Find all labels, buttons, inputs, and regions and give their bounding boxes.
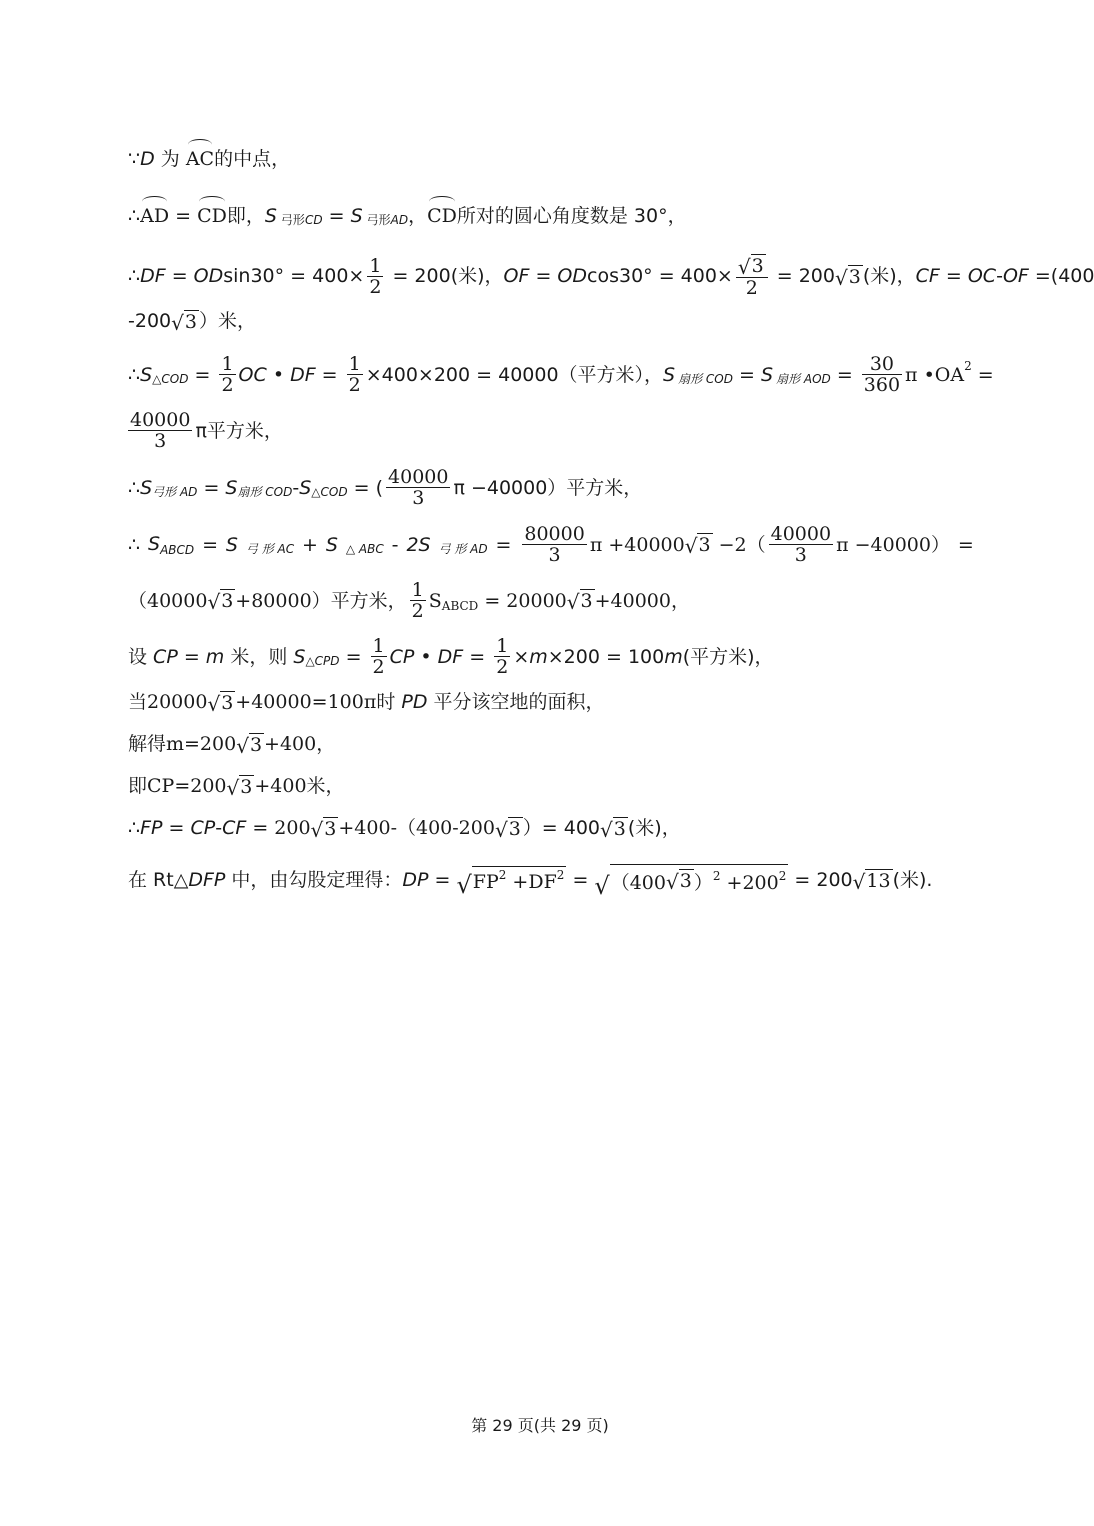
segment-label: PD xyxy=(401,691,428,713)
text-run: ， xyxy=(408,205,428,227)
segment-label: OD xyxy=(193,265,224,287)
text-run: = xyxy=(495,533,512,556)
text-run: - xyxy=(215,817,223,839)
therefore-symbol: ∴ xyxy=(128,363,141,386)
solution-line-8 xyxy=(128,524,974,565)
text-run: 在 Rt△ xyxy=(128,869,189,891)
text-run: +200 xyxy=(720,872,779,894)
numerator: 30 xyxy=(869,353,894,375)
therefore-symbol: ∴ xyxy=(128,265,141,287)
text-run: π −40000） xyxy=(836,533,950,556)
segment-label: DP xyxy=(402,869,429,891)
text-run: ）= 400 xyxy=(522,817,601,839)
text-run: (平方米)， xyxy=(682,645,774,668)
segment-label: DF xyxy=(290,363,316,386)
subscript: 弓形 AD xyxy=(152,484,198,499)
therefore-symbol: ∴ xyxy=(128,476,141,499)
denominator: 3 xyxy=(794,544,807,566)
text-run: +DF xyxy=(506,870,557,893)
exponent: 2 xyxy=(498,867,507,882)
area-symbol: 2S xyxy=(406,533,431,556)
radicand: 3 xyxy=(848,265,861,288)
text-run: （400 xyxy=(610,872,666,894)
text-run: 所对的圆心角度数是 30°， xyxy=(456,205,687,227)
denominator: 2 xyxy=(745,277,758,299)
radicand: 3 xyxy=(249,733,263,756)
radicand: 3 xyxy=(580,590,593,612)
fraction xyxy=(410,580,426,621)
numerator: 80000 xyxy=(524,523,585,545)
sqrt: √ 3 xyxy=(236,733,263,758)
fraction xyxy=(386,467,450,508)
solution-line-7 xyxy=(128,467,980,508)
subscript: △ ABC xyxy=(345,541,384,556)
text-run: • xyxy=(266,363,291,386)
text-run: 的中点， xyxy=(214,148,291,170)
text-run: +400-（400-200 xyxy=(338,817,495,839)
denominator: 3 xyxy=(412,487,425,509)
text-run: （40000 xyxy=(128,589,208,612)
text-run: × xyxy=(513,645,530,668)
sqrt: √ 3 xyxy=(600,817,626,842)
solution-line-5 xyxy=(128,353,994,396)
radicand: 3 xyxy=(240,775,253,798)
text-run: = xyxy=(463,645,492,668)
sqrt: √ （400 √ 3 ）$^2 +200^2$ xyxy=(594,864,788,896)
therefore-symbol: ∴ xyxy=(128,817,141,839)
subscript: CD xyxy=(304,213,323,227)
text-run: π −40000）平方米， xyxy=(453,476,643,499)
numerator: 40000 xyxy=(130,409,191,431)
segment-label: CP xyxy=(153,645,178,668)
text-run: +400， xyxy=(264,733,336,755)
area-symbol: S xyxy=(293,645,306,668)
text-run: = xyxy=(971,363,994,386)
text-run: = 200 xyxy=(788,869,853,891)
sqrt: √ 3 xyxy=(684,534,711,558)
fraction xyxy=(128,410,192,451)
numerator: 40000 xyxy=(770,523,832,545)
numerator: 1 xyxy=(411,579,424,601)
sqrt: √ 3 xyxy=(834,265,861,290)
radicand: 3 xyxy=(221,691,234,714)
arc-cd: CD xyxy=(427,205,457,227)
denominator: 3 xyxy=(548,544,561,566)
segment-label: OF xyxy=(503,265,530,287)
solution-line-4 xyxy=(128,308,980,334)
subscript: AD xyxy=(390,213,409,227)
text-run: (米). xyxy=(892,869,933,891)
sqrt: √ 3 xyxy=(207,691,234,716)
fraction xyxy=(769,524,833,565)
numerator: 1 xyxy=(369,254,382,277)
text-run: - xyxy=(996,265,1003,287)
text-run: = xyxy=(315,363,344,386)
fraction xyxy=(494,636,510,677)
sqrt: √ $FP^2 +DF^2$ xyxy=(456,867,565,899)
text-run: ×400×200 = 40000（平方米）， xyxy=(365,363,664,386)
formula-group xyxy=(519,524,950,565)
subscript: 扇形 COD xyxy=(237,484,293,499)
solution-line-6 xyxy=(128,410,980,451)
text-run: 平分该空地的面积， xyxy=(427,691,605,713)
solution-line-10 xyxy=(128,636,980,677)
solution-line-3 xyxy=(128,254,1094,299)
text-run: 即CP=200 xyxy=(128,775,227,797)
text-run: = xyxy=(162,817,191,839)
text-run: • xyxy=(414,645,438,668)
text-run: - xyxy=(292,476,300,499)
subscript: △COD xyxy=(152,371,189,386)
therefore-symbol: ∴ xyxy=(128,205,141,227)
exponent: 2 xyxy=(778,869,787,883)
text-run: = xyxy=(177,645,206,668)
text-run: cos30° = 400× xyxy=(587,265,733,287)
text-run: = xyxy=(202,533,218,556)
area-symbol: S xyxy=(140,476,153,499)
segment-label: OC xyxy=(967,265,997,287)
area-symbol: S xyxy=(148,532,161,555)
sqrt: √ 3 xyxy=(207,590,234,614)
text-run: sin30° = 400× xyxy=(223,265,365,287)
segment-label: CF xyxy=(222,817,247,839)
segment-label: OC xyxy=(238,363,267,386)
text-run: = xyxy=(939,265,968,287)
subscript: 弓形 xyxy=(366,213,391,227)
subscript: 扇形 COD xyxy=(678,371,733,386)
variable: m xyxy=(205,645,225,668)
arc-ad: AD xyxy=(140,205,170,227)
text-run: ×200 = 100 xyxy=(547,645,665,668)
numerator: 40000 xyxy=(388,466,449,488)
text-run: +40000=100π时 xyxy=(235,691,402,713)
area-symbol: S xyxy=(350,205,363,227)
text-run: = xyxy=(830,363,859,386)
triangle-label: DFP xyxy=(188,869,226,891)
solution-line-13 xyxy=(128,773,980,799)
text-run: 设 xyxy=(128,645,154,668)
text-run: = 200 xyxy=(246,817,311,839)
radicand: 3 xyxy=(221,590,234,612)
solution-line-11 xyxy=(128,689,980,715)
text-run: 米，则 xyxy=(224,645,294,668)
fraction xyxy=(371,636,387,677)
sqrt: √ 3 xyxy=(310,817,337,842)
segment-label: CP xyxy=(389,645,415,668)
denominator: 2 xyxy=(496,656,509,678)
radicand: 3 xyxy=(508,817,521,840)
area-symbol: S xyxy=(225,533,238,556)
segment-label: OF xyxy=(1002,265,1029,287)
subscript: 弓 形 AC xyxy=(245,541,295,556)
text-run: = 200 xyxy=(770,265,835,287)
area-symbol: S xyxy=(264,205,277,227)
segment-label: DF xyxy=(140,265,166,287)
text-run: +400米， xyxy=(254,775,345,797)
solution-line-14 xyxy=(128,815,980,841)
area-symbol: S xyxy=(140,363,153,386)
text-run: -200 xyxy=(128,310,172,332)
fraction xyxy=(736,254,768,298)
sqrt: √ 3 xyxy=(665,870,692,894)
text-run: - xyxy=(391,533,399,556)
segment-label: DF xyxy=(437,645,464,668)
exponent: 2 xyxy=(712,869,721,883)
subscript: 弓形 xyxy=(280,213,305,227)
therefore-symbol: ∴ xyxy=(128,533,141,556)
text-run: + xyxy=(302,533,318,556)
radicand: 13 xyxy=(866,869,891,892)
text-run: = xyxy=(529,265,558,287)
text-run: ）米， xyxy=(198,310,256,332)
text-run: = 200(米)， xyxy=(386,265,504,287)
text-run: 为 xyxy=(154,148,186,170)
subscript: ABCD xyxy=(441,598,479,613)
exponent: 2 xyxy=(964,358,972,373)
solution-line-1 xyxy=(128,146,980,172)
radicand: 3 xyxy=(324,817,337,840)
sqrt: √ 3 xyxy=(171,310,197,335)
numerator: 1 xyxy=(496,635,509,657)
denominator: 2 xyxy=(372,656,385,678)
denominator: 360 xyxy=(863,374,901,396)
text-run: 即， xyxy=(226,205,265,227)
numerator: 1 xyxy=(372,635,385,657)
subscript: △CPD xyxy=(305,653,340,668)
sqrt: √ 3 xyxy=(226,775,253,800)
radicand: 3 xyxy=(184,310,197,333)
denominator: 3 xyxy=(154,430,167,452)
text-run: = xyxy=(322,205,351,227)
text-run: 解得m=200 xyxy=(128,733,237,755)
solution-line-9 xyxy=(128,580,980,621)
text-run: = xyxy=(169,205,198,227)
text-run: = xyxy=(733,363,761,386)
arc-cd: CD xyxy=(197,205,227,227)
radicand: 3 xyxy=(698,534,711,556)
text-run: 当20000 xyxy=(128,691,208,713)
text-run: =(400 xyxy=(1028,265,1094,287)
text-run: = xyxy=(566,869,595,891)
radicand: 3 xyxy=(751,255,764,277)
denominator: 2 xyxy=(348,374,361,396)
numerator: 1 xyxy=(221,353,234,375)
subscript: ABCD xyxy=(160,542,195,557)
sqrt: √ 3 xyxy=(566,590,593,614)
text-run: = 20000 xyxy=(478,589,567,612)
segment-label: OD xyxy=(557,265,588,287)
denominator: 2 xyxy=(369,275,382,298)
text-run: FP xyxy=(472,870,499,893)
text-run: (米)， xyxy=(862,265,916,287)
text-run: ） xyxy=(693,872,713,894)
text-run: = ( xyxy=(347,476,384,499)
text-run: = xyxy=(428,869,457,891)
variable: m xyxy=(529,645,548,668)
radicand: 3 xyxy=(613,817,626,840)
text-run: π +40000 xyxy=(589,533,685,556)
text-run: = xyxy=(957,533,974,556)
area-symbol: S xyxy=(225,476,238,499)
subscript: △COD xyxy=(311,484,348,499)
arc-ac: AC xyxy=(185,148,215,170)
area-symbol: S xyxy=(299,476,312,499)
fraction xyxy=(367,256,383,297)
solution-line-12 xyxy=(128,731,980,757)
area-symbol: S xyxy=(428,589,442,612)
text-run: 中，由勾股定理得： xyxy=(225,869,403,891)
subscript: 弓 形 AD xyxy=(438,541,488,556)
area-symbol: S xyxy=(325,533,338,556)
text-run: +80000）平方米， xyxy=(235,589,407,612)
denominator: 2 xyxy=(221,374,234,396)
sqrt: √ 13 xyxy=(852,869,891,894)
point-label: D xyxy=(140,148,155,170)
text-run: = xyxy=(188,363,217,386)
radicand: 3 xyxy=(679,870,692,892)
segment-label: FP xyxy=(140,817,163,839)
segment-label: CP xyxy=(190,817,216,839)
text-run: = xyxy=(165,265,194,287)
area-symbol: S xyxy=(663,363,676,386)
subscript: 扇形 AOD xyxy=(776,371,831,386)
segment-label: CF xyxy=(915,265,940,287)
page-footer: 第 29 页(共 29 页) xyxy=(471,1416,609,1435)
denominator: 2 xyxy=(411,600,424,622)
fraction xyxy=(347,354,363,395)
text-run: +40000， xyxy=(594,589,690,612)
exponent: 2 xyxy=(556,867,565,882)
sqrt: √ 3 xyxy=(494,817,521,842)
fraction xyxy=(862,354,902,395)
numerator: 1 xyxy=(348,353,361,375)
fraction xyxy=(522,524,586,565)
text-run: −2（ xyxy=(712,533,766,556)
text-run: π平方米， xyxy=(195,419,283,442)
text-run: (米)， xyxy=(627,817,681,839)
text-run: = xyxy=(339,645,368,668)
text-run: π •OA xyxy=(905,363,965,386)
variable: m xyxy=(664,645,683,668)
fraction xyxy=(219,354,235,395)
solution-line-2 xyxy=(128,203,980,229)
because-symbol: ∵ xyxy=(128,148,141,170)
area-symbol: S xyxy=(761,363,774,386)
text-run: = xyxy=(197,476,226,499)
sqrt: √ 3 xyxy=(737,255,764,279)
solution-line-15 xyxy=(128,864,980,900)
